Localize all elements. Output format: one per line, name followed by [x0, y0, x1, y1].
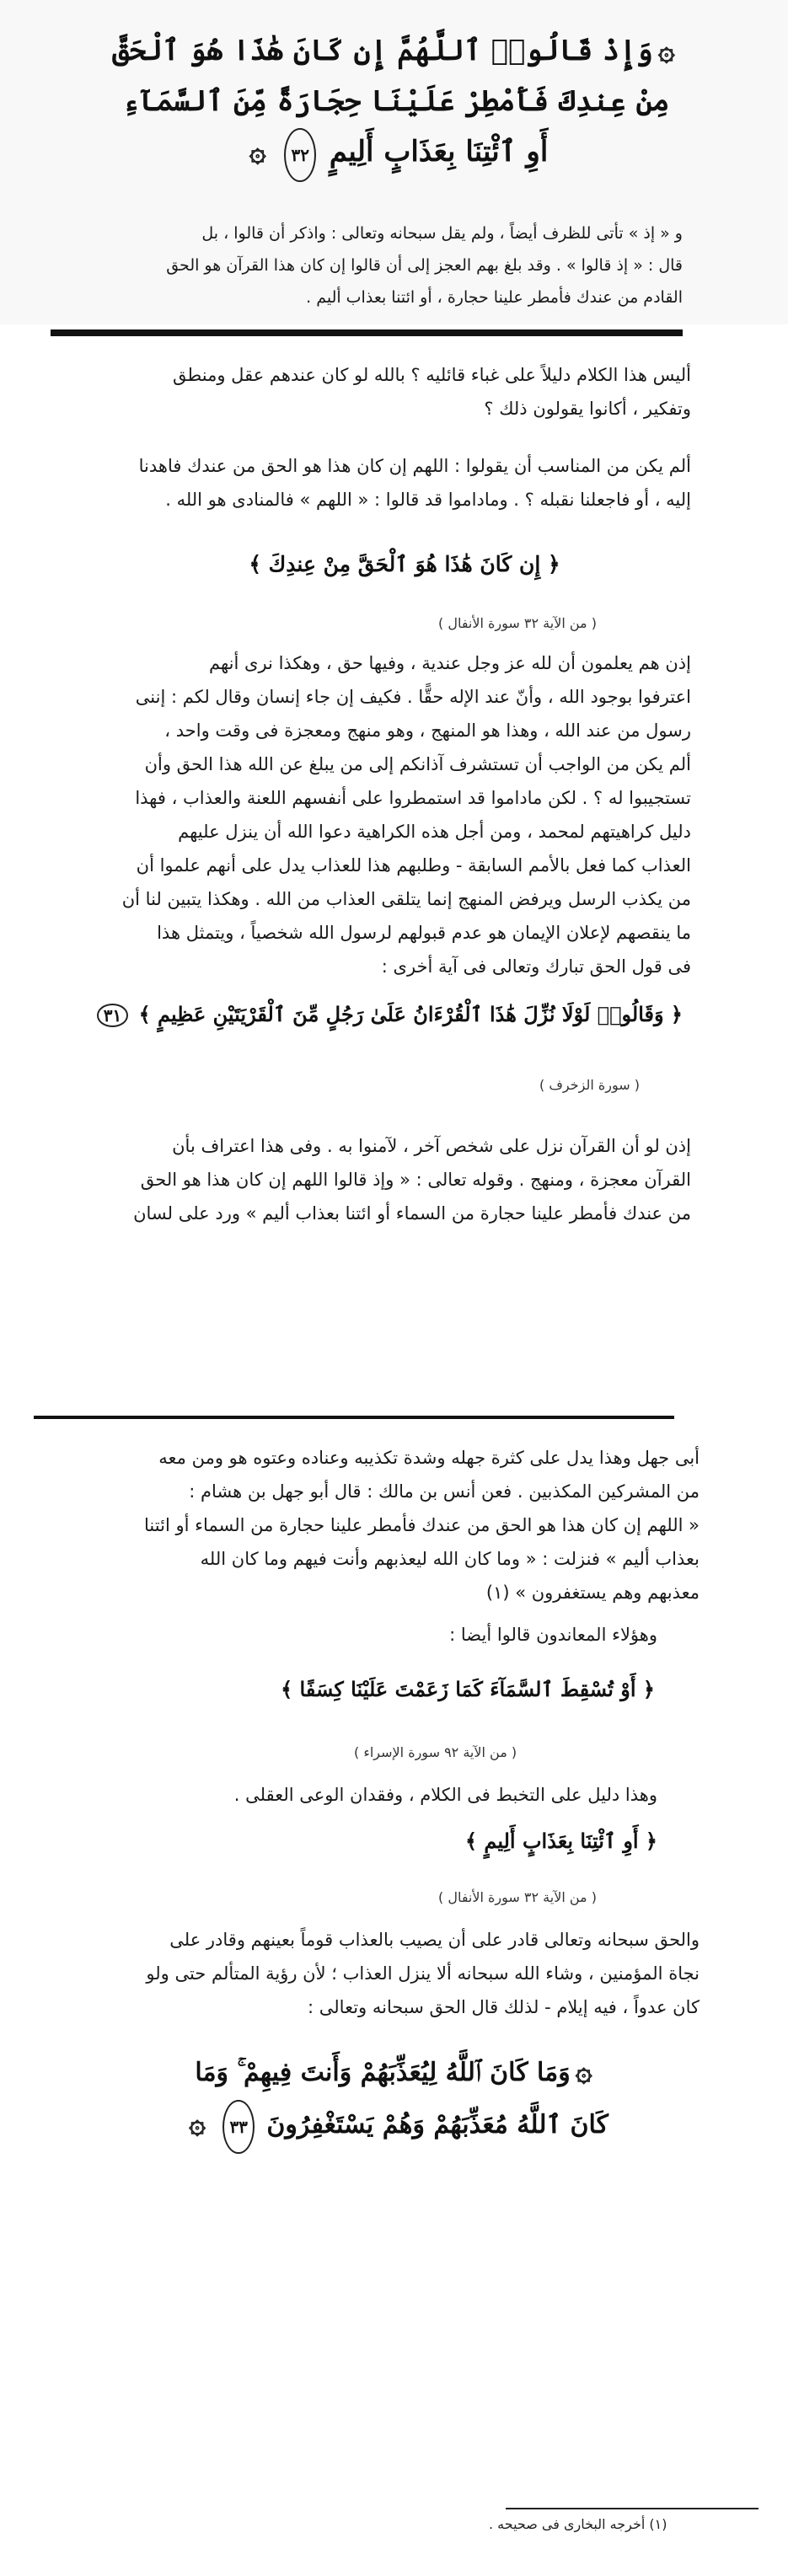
paragraph: ألم يكن من المناسب أن يقولوا : اللهم إن كان هذا هو الحق من عندك فاهدنا إليه ، أو فاجعلنا نقبله ؟ . وماداموا قد قالوا : « اللهم » فالمنادى هو الله .	[138, 456, 691, 510]
page-section-3	[0, 1416, 788, 2576]
verse-reference: ( من الآية ٣٢ سورة الأنفال )	[438, 615, 597, 631]
footnote: (١) أخرجه البخارى فى صحيحه .	[489, 2516, 667, 2532]
quran-quote: ﴿ أَوْ تُسْقِطَ ٱلسَّمَآءَ كَمَا زَعَمْتَ عَلَيْنَا كِسَفًا ﴾	[281, 1677, 655, 1701]
page-section-1	[0, 0, 788, 324]
paragraph: والحق سبحانه وتعالى قادر على أن يصيب بالعذاب قوماً بعينهم وقادر على نجاة المؤمنين ، وشاء الله سبحانه ألا ينزل العذاب ؛ لأن رؤية المتألم حتى ولو كان عدواً ، فيه إيلام - لذلك قال الحق سبحانه وتعالى :	[146, 1930, 700, 2017]
verse-reference: ( من الآية ٣٢ سورة الأنفال )	[438, 1889, 597, 1905]
quran-verse-block	[101, 25, 691, 182]
paragraph: وهذا دليل على التخبط فى الكلام ، وفقدان الوعى العقلى .	[233, 1785, 657, 1805]
paragraph: وهؤلاء المعاندون قالوا أيضا :	[449, 1625, 657, 1645]
scan-edge-divider	[51, 329, 683, 336]
ornament-icon: ۞	[657, 34, 675, 67]
quran-quote: ﴿ إِن كَانَ هَٰذَا هُوَ ٱلْحَقَّ مِنْ عِندِكَ ﴾	[249, 552, 560, 576]
verse-line-2: كَانَ ٱللَّهُ مُعَذِّبَهُمْ وَهُمْ يَسْتَغْفِرُونَ	[266, 2110, 608, 2140]
verse-line-1: وَمَا كَانَ ٱللَّهُ لِيُعَذِّبَهُمْ وَأَنتَ فِيهِمْ ۚ وَمَا	[195, 2058, 571, 2087]
footnote-divider	[506, 2508, 759, 2509]
verse-line-1: وَإِذْ قَالُوا۟ ٱللَّهُمَّ إِن كَانَ هَٰذَا هُوَ ٱلْحَقَّ	[112, 34, 653, 67]
quran-quote: ﴿ وَقَالُوا۟ لَوْلَا نُزِّلَ هَٰذَا ٱلْقُرْءَانُ عَلَىٰ رَجُلٍ مِّنَ ٱلْقَرْيَتَيْنِ عَظِيمٍ ﴾	[138, 1002, 683, 1026]
ornament-icon: ۞	[249, 135, 266, 169]
verse-line-3: أَوِ ٱئْتِنَا بِعَذَابٍ أَلِيمٍ	[329, 135, 549, 169]
commentary-paragraph: و « إذ » تأتى للظرف أيضاً ، ولم يقل سبحانه وتعالى : واذكر أن قالوا ، بل قال : « إذ قالوا » . وقد بلغ بهم العجز إلى أن قالوا إن كان هذا القرآن هو الحق القادم من عندك فأمطر علينا حجارة ، أو ائتنا بعذاب أليم .	[166, 224, 683, 307]
paragraph: أليس هذا الكلام دليلاً على غباء قائليه ؟ بالله لو كان عندهم عقل ومنطق وتفكير ، أكانوا يقولون ذلك ؟	[173, 365, 691, 419]
quran-verse-block	[110, 2046, 683, 2154]
ornament-icon: ۞	[189, 2107, 206, 2140]
verse-line-2: مِنْ عِندِكَ فَأَمْطِرْ عَلَيْنَا حِجَارَةً مِّنَ ٱلسَّمَآءِ	[122, 84, 670, 118]
paragraph: أبى جهل وهذا يدل على كثرة جهله وشدة تكذيبه وعناده وعتوه هو ومن معه من المشركين المكذبين . فعن أنس بن مالك : قال أبو جهل بن هشام : « اللهم إن كان هذا هو الحق من عندك فأمطر علينا حجارة من السماء أو ائتنا بعذاب أليم » فنزلت : « وما كان الله ليعذبهم وأنت فيهم وما كان الله معذبهم وهم يستغفرون » (١)	[144, 1448, 700, 1603]
ayah-number-badge: ٣٣	[222, 2100, 254, 2154]
paragraph: إذن لو أن القرآن نزل على شخص آخر ، لآمنوا به . وفى هذا اعتراف بأن القرآن معجزة ، ومنهج . وقوله تعالى : « وإذ قالوا اللهم إن كان هذا هو الحق من عندك فأمطر علينا حجارة من السماء أو ائتنا بعذاب أليم » ورد على لسان	[133, 1136, 691, 1224]
verse-reference: ( سورة الزخرف )	[539, 1077, 640, 1093]
ayah-number-badge: ٣٢	[284, 128, 315, 182]
page-section-2	[0, 324, 788, 1416]
verse-reference: ( من الآية ٩٢ سورة الإسراء )	[354, 1744, 517, 1760]
scan-edge-divider	[34, 1416, 674, 1419]
ornament-icon: ۞	[575, 2054, 592, 2088]
ayah-number-badge: ٣١	[97, 1004, 128, 1027]
paragraph: إذن هم يعلمون أن لله عز وجل عندية ، وفيها حق ، وهكذا نرى أنهم اعترفوا بوجود الله ، وأنّ عند الإله حقًّا . فكيف إن جاء إنسان وقال لكم : إننى رسول من عند الله ، وهذا هو المنهج ، وهو منهج ومعجزة فى وقت واحد ، ألم يكن من الواجب أن تستشرف آذانكم إلى من يبلغ عن الله هذا الحق وأن تستجيبوا له ؟ . لكن ماداموا قد استمطروا على أنفسهم اللعنة والعذاب ، فهذا دليل كراهيتهم لمحمد ، ومن أجل هذه الكراهية دعوا الله أن ينزل عليهم العذاب كما فعل بالأمم السابقة - وطلبهم هذا للعذاب يدل على أنهم علموا أن من يكذب الرسل ويرفض المنهج إنما يتلقى العذاب من الله . وهكذا يتبين لنا أن ما ينقصهم لإعلان الإيمان هو عدم قبولهم لرسول الله شخصياً ، ويتمثل هذا فى قول الحق تبارك وتعالى فى آية أخرى :	[121, 653, 691, 977]
quran-quote: ﴿ أَوِ ٱئْتِنَا بِعَذَابٍ أَلِيمٍ ﴾	[464, 1829, 657, 1853]
